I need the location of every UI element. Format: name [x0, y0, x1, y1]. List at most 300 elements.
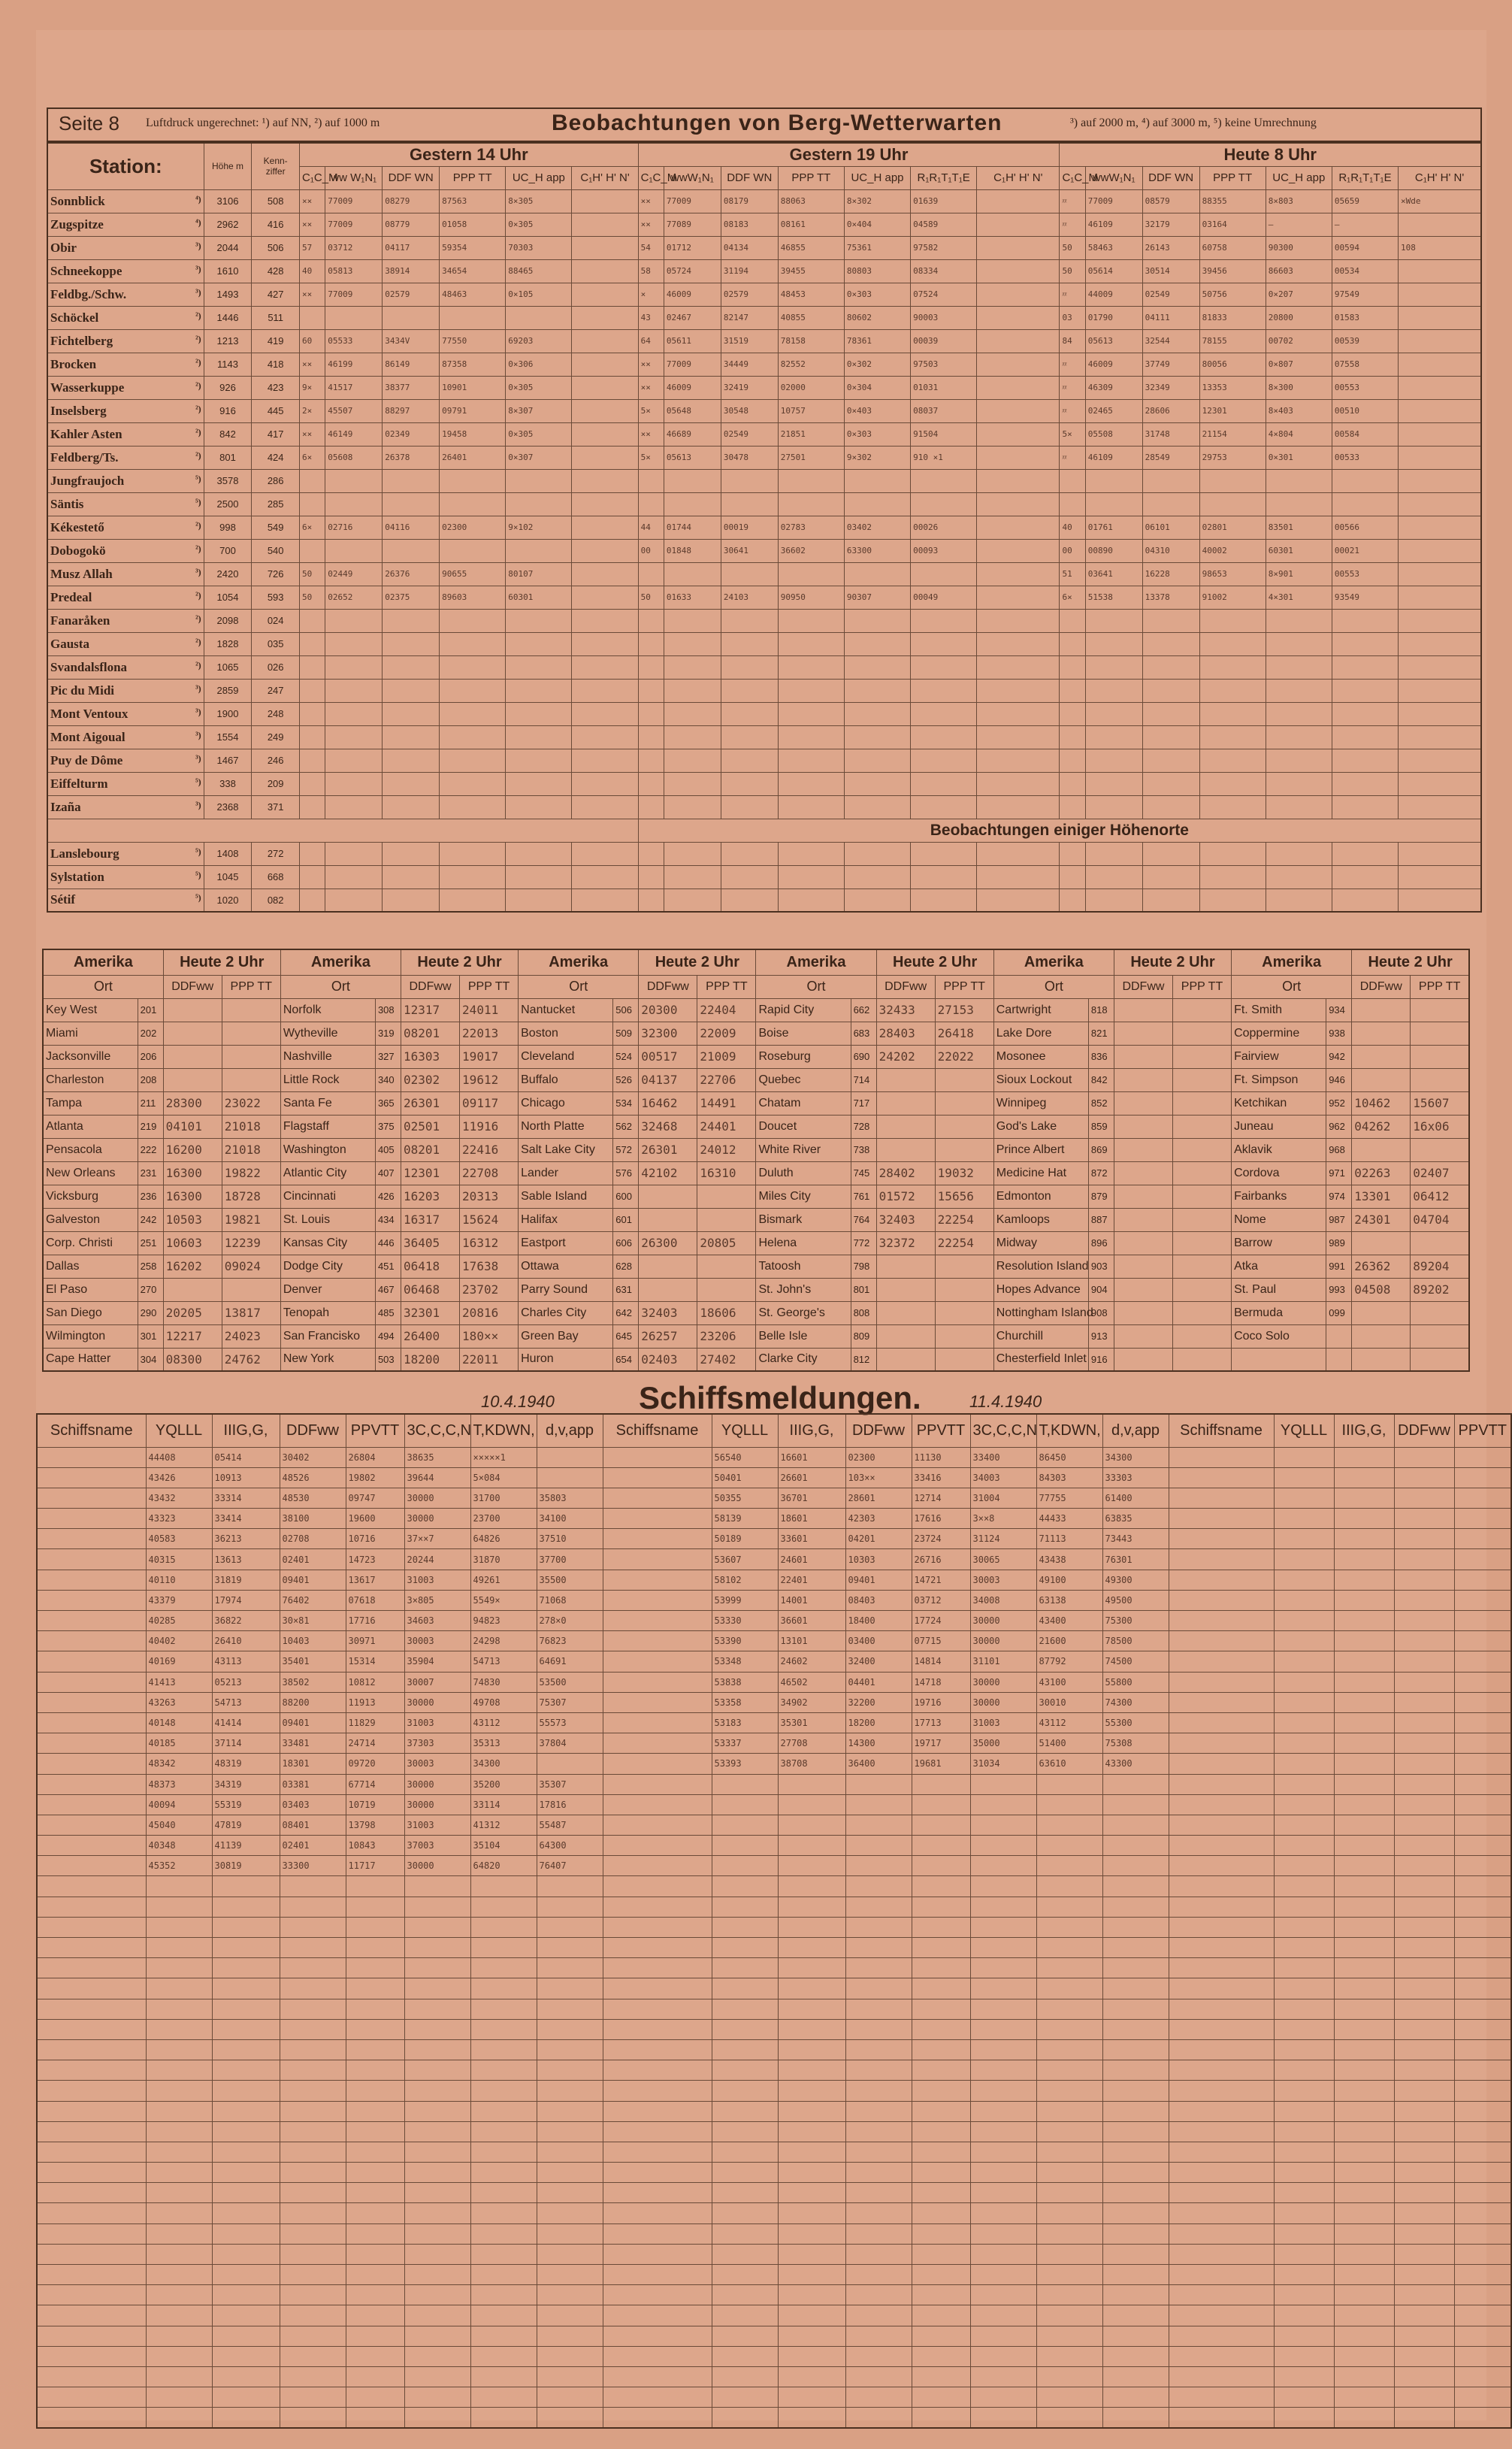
station-value: ×× [638, 353, 664, 376]
station-name: Kékestető [50, 519, 104, 534]
amerika-ppp: 19822 [222, 1161, 280, 1185]
empty-cell [912, 2019, 970, 2039]
station-value [300, 492, 325, 516]
station-value [325, 795, 383, 819]
empty-cell [778, 1856, 845, 1876]
ship-row [37, 2203, 1511, 2223]
ship-value: 53183 [712, 1712, 778, 1733]
empty-cell [280, 2265, 346, 2285]
station-value [911, 795, 977, 819]
amerika-ddf [1352, 1068, 1411, 1091]
station-value [325, 655, 383, 679]
empty-cell [346, 1897, 404, 1917]
amerika-id: 728 [851, 1115, 876, 1138]
ship-value: 14718 [912, 1672, 970, 1692]
station-value: 04111 [1142, 306, 1199, 329]
ship-name-cell [603, 1651, 712, 1672]
station-value: 08037 [911, 399, 977, 422]
empty-cell [1454, 1815, 1511, 1835]
empty-cell [970, 2326, 1036, 2346]
hoehenort-row [47, 888, 1481, 912]
station-value: 01790 [1085, 306, 1142, 329]
station-name: Säntis [50, 496, 84, 511]
station-name: Musz Allah [50, 566, 113, 581]
ship-value: 43112 [1036, 1712, 1102, 1733]
empty-cell [1169, 1488, 1274, 1508]
amerika-ppp [935, 1301, 993, 1324]
station-value: 08779 [383, 213, 440, 236]
empty-cell [712, 2142, 778, 2162]
station-value [572, 213, 638, 236]
ship-header-cell: YQLLL [1274, 1414, 1334, 1447]
ship-value: 04401 [845, 1672, 912, 1692]
empty-cell [1274, 1631, 1334, 1651]
station-value [572, 539, 638, 562]
station-name: Obir [50, 240, 77, 255]
station-value [664, 702, 721, 725]
station-value [977, 329, 1060, 353]
station-value [1332, 702, 1398, 725]
empty-cell [1036, 1856, 1102, 1876]
station-value [300, 749, 325, 772]
amerika-ort: North Platte [519, 1115, 613, 1138]
station-value: 31748 [1142, 422, 1199, 446]
station-value: 00890 [1085, 539, 1142, 562]
station-value [300, 306, 325, 329]
empty-cell [1036, 1958, 1102, 1978]
empty-cell [1454, 1958, 1511, 1978]
empty-cell [1334, 2163, 1394, 2183]
station-value: 02300 [440, 516, 506, 539]
station-value: 05611 [664, 329, 721, 353]
amerika-ddf [1114, 1022, 1172, 1045]
station-value: 04117 [383, 236, 440, 259]
empty-cell [470, 2244, 537, 2264]
amerika-group-label: Amerika [993, 949, 1114, 975]
empty-cell [912, 2183, 970, 2203]
station-value: 32419 [721, 376, 778, 399]
empty-cell [1454, 2060, 1511, 2081]
ship-value: 31819 [212, 1570, 280, 1590]
empty-cell [1454, 2408, 1511, 2428]
ship-value: 35200 [470, 1774, 537, 1794]
empty-cell [146, 2121, 212, 2142]
station-value [1199, 492, 1266, 516]
ship-value: 34902 [778, 1692, 845, 1712]
station-value [383, 772, 440, 795]
station-value [1060, 655, 1085, 679]
date-left: 10.4.1940 [481, 1392, 555, 1411]
ship-value: 38708 [778, 1754, 845, 1774]
station-value: ×× [638, 189, 664, 213]
amerika-ppp: 06412 [1411, 1185, 1469, 1208]
amerika-ort: Hopes Advance [993, 1278, 1088, 1301]
empty-cell [1169, 2081, 1274, 2101]
amerika-id: 236 [138, 1185, 163, 1208]
station-value: 34654 [440, 259, 506, 283]
ship-row [37, 2183, 1511, 2203]
amerika-id: 836 [1088, 1045, 1114, 1068]
station-value [844, 469, 910, 492]
ship-value: 43432 [146, 1488, 212, 1508]
empty-cell [845, 2366, 912, 2387]
amerika-ort: Ft. Simpson [1232, 1068, 1326, 1091]
amerika-ddf [163, 1022, 222, 1045]
amerika-ddf [639, 1255, 697, 1278]
station-value: 90300 [1266, 236, 1332, 259]
station-value [1199, 749, 1266, 772]
amerika-ort: Flagstaff [280, 1115, 375, 1138]
station-value [383, 632, 440, 655]
station-value [664, 772, 721, 795]
amerika-ppp [935, 1324, 993, 1348]
empty-cell [1036, 2326, 1102, 2346]
station-value [1266, 749, 1332, 772]
station-kennziffer: 593 [252, 586, 300, 609]
ship-value: 37510 [537, 1529, 603, 1549]
empty-cell [912, 1815, 970, 1835]
ship-name-cell [603, 1754, 712, 1774]
empty-cell [778, 2060, 845, 2081]
empty-cell [280, 2408, 346, 2428]
station-value: 08183 [721, 213, 778, 236]
station-value [1060, 749, 1085, 772]
empty-cell [537, 1938, 603, 1958]
empty-cell [778, 1836, 845, 1856]
station-name-cell [47, 772, 204, 795]
ship-name-cell [603, 1611, 712, 1631]
station-kennziffer: 286 [252, 469, 300, 492]
empty-cell [470, 1917, 537, 1937]
empty-cell [970, 1774, 1036, 1794]
amerika-group-label: Amerika [280, 949, 401, 975]
empty-cell [212, 1897, 280, 1917]
station-value [325, 539, 383, 562]
sub-header-cell: PPP TT [440, 166, 506, 189]
station-value [638, 492, 664, 516]
station-value [778, 749, 844, 772]
empty-cell [778, 2265, 845, 2285]
station-value: 60758 [1199, 236, 1266, 259]
ship-value: 34300 [1102, 1447, 1169, 1467]
amerika-ddf: 36405 [401, 1231, 459, 1255]
empty-cell [712, 2366, 778, 2387]
empty-cell [1169, 2019, 1274, 2039]
empty-cell [404, 2183, 470, 2203]
station-value: 08334 [911, 259, 977, 283]
ship-value: 48530 [280, 1488, 346, 1508]
ship-value: 10843 [346, 1836, 404, 1856]
station-value: 70303 [506, 236, 572, 259]
empty-cell [146, 2326, 212, 2346]
empty-cell [1274, 2019, 1334, 2039]
empty-cell [470, 2346, 537, 2366]
amerika-ppp: 16312 [460, 1231, 519, 1255]
empty-cell [346, 2265, 404, 2285]
station-value [1199, 632, 1266, 655]
ship-value: 53390 [712, 1631, 778, 1651]
empty-cell [346, 2387, 404, 2408]
amerika-col-ddf: DDFww [401, 975, 459, 998]
ship-value: 13101 [778, 1631, 845, 1651]
station-value [638, 795, 664, 819]
ship-value: 16601 [778, 1447, 845, 1467]
empty-cell [537, 2121, 603, 2142]
ship-value: 75307 [537, 1692, 603, 1712]
empty-cell [638, 888, 664, 912]
ship-name-cell [37, 2408, 146, 2428]
station-value: 64 [638, 329, 664, 353]
empty-cell [1036, 2060, 1102, 2081]
empty-cell [712, 1836, 778, 1856]
station-row [47, 562, 1481, 586]
station-value [721, 725, 778, 749]
amerika-col-ort: Ort [993, 975, 1114, 998]
empty-cell [1334, 1938, 1394, 1958]
ship-value: 43438 [1036, 1549, 1102, 1570]
ship-name-cell [603, 2101, 712, 2121]
station-footnote: ⁵) [195, 473, 201, 484]
station-value [778, 795, 844, 819]
amerika-ort: Duluth [756, 1161, 851, 1185]
empty-cell [1036, 2305, 1102, 2326]
empty-cell [1169, 1794, 1274, 1815]
ship-value: 30000 [404, 1774, 470, 1794]
ship-value: 53999 [712, 1590, 778, 1610]
amerika-ort: Nashville [280, 1045, 375, 1068]
hoehenort-hoehe: 1045 [204, 865, 252, 888]
empty-cell [1454, 1509, 1511, 1529]
empty-cell [1334, 1917, 1394, 1937]
empty-cell [1036, 2019, 1102, 2039]
empty-cell [537, 2203, 603, 2223]
station-value [844, 562, 910, 586]
amerika-ort: Cleveland [519, 1045, 613, 1068]
amerika-id: 916 [1088, 1348, 1114, 1371]
empty-cell [970, 2039, 1036, 2060]
empty-cell [1169, 1999, 1274, 2019]
amerika-id: 201 [138, 998, 163, 1022]
ship-value: 278×0 [537, 1611, 603, 1631]
amerika-ppp [1411, 1068, 1469, 1091]
amerika-id: 869 [1088, 1138, 1114, 1161]
amerika-ort: Salt Lake City [519, 1138, 613, 1161]
amerika-id: 405 [375, 1138, 401, 1161]
sub-header-cell: C₁C_M [300, 166, 325, 189]
hoehenort-row [47, 842, 1481, 865]
amerika-ort: Pensacola [43, 1138, 138, 1161]
empty-cell [912, 2265, 970, 2285]
amerika-ppp: 23022 [222, 1091, 280, 1115]
station-name-cell [47, 446, 204, 469]
empty-cell [1454, 1529, 1511, 1549]
amerika-id: 842 [1088, 1068, 1114, 1091]
amerika-id: 572 [613, 1138, 639, 1161]
station-value: 19458 [440, 422, 506, 446]
ship-row [37, 1692, 1511, 1712]
empty-cell [1102, 1999, 1169, 2019]
empty-cell [212, 2203, 280, 2223]
amerika-id: 645 [613, 1324, 639, 1348]
empty-cell [346, 2203, 404, 2223]
empty-cell [212, 2346, 280, 2366]
station-row [47, 353, 1481, 376]
empty-cell [1334, 1590, 1394, 1610]
station-value: 9× [300, 376, 325, 399]
ship-name-cell [37, 2305, 146, 2326]
amerika-ddf [1352, 1045, 1411, 1068]
empty-cell [470, 2081, 537, 2101]
empty-cell [537, 2305, 603, 2326]
amerika-ppp: 20805 [697, 1231, 756, 1255]
empty-cell [1454, 1447, 1511, 1467]
ship-value: 48526 [280, 1467, 346, 1488]
empty-cell [1334, 1549, 1394, 1570]
station-value [664, 749, 721, 772]
station-row [47, 772, 1481, 795]
station-value [1142, 795, 1199, 819]
ship-value: 34603 [404, 1611, 470, 1631]
station-value: 51538 [1085, 586, 1142, 609]
hoehenort-footnote: ⁵) [195, 846, 201, 857]
empty-cell [346, 2101, 404, 2121]
amerika-row [43, 1115, 1469, 1138]
amerika-id: 798 [851, 1255, 876, 1278]
station-value: 05648 [664, 399, 721, 422]
amerika-ddf: 26300 [639, 1231, 697, 1255]
ship-row [37, 2387, 1511, 2408]
ship-value: 30003 [970, 1570, 1036, 1590]
station-row [47, 586, 1481, 609]
station-name-cell [47, 609, 204, 632]
amerika-ddf: 13301 [1352, 1185, 1411, 1208]
amerika-group-label: Amerika [519, 949, 639, 975]
empty-cell [1394, 2265, 1454, 2285]
empty-cell [1334, 1509, 1394, 1529]
ship-value: 41139 [212, 1836, 280, 1856]
ship-value: 76407 [537, 1856, 603, 1876]
empty-cell [404, 2101, 470, 2121]
empty-cell [212, 1958, 280, 1978]
ship-value: 63835 [1102, 1509, 1169, 1529]
station-kennziffer: 540 [252, 539, 300, 562]
station-value: 88063 [778, 189, 844, 213]
station-hoehe: 916 [204, 399, 252, 422]
ship-value: 30000 [404, 1856, 470, 1876]
ship-value: 09747 [346, 1488, 404, 1508]
empty-cell [212, 2081, 280, 2101]
ship-name-cell [37, 2081, 146, 2101]
station-hoehe: 998 [204, 516, 252, 539]
empty-cell [470, 1938, 537, 1958]
empty-cell [970, 2203, 1036, 2223]
empty-cell [537, 2163, 603, 2183]
station-row [47, 236, 1481, 259]
station-name-cell [47, 469, 204, 492]
empty-cell [1169, 1733, 1274, 1754]
station-value [1142, 702, 1199, 725]
empty-cell [845, 2244, 912, 2264]
station-hoehe: 2368 [204, 795, 252, 819]
ship-row [37, 1815, 1511, 1835]
empty-cell [721, 865, 778, 888]
station-value: 8×300 [1266, 376, 1332, 399]
station-value: 77009 [325, 283, 383, 306]
empty-cell [1334, 1651, 1394, 1672]
empty-cell [845, 1938, 912, 1958]
amerika-row [43, 1231, 1469, 1255]
ship-row [37, 1774, 1511, 1794]
amerika-time-label: Heute 2 Uhr [639, 949, 756, 975]
empty-cell [1102, 2121, 1169, 2142]
amerika-ort: Denver [280, 1278, 375, 1301]
amerika-id: 208 [138, 1068, 163, 1091]
station-hoehe: 700 [204, 539, 252, 562]
station-value [1399, 562, 1481, 586]
empty-cell [1334, 1999, 1394, 2019]
empty-cell [280, 1958, 346, 1978]
ship-value: 49708 [470, 1692, 537, 1712]
empty-cell [778, 2408, 845, 2428]
empty-cell [1060, 888, 1085, 912]
amerika-id: 993 [1326, 1278, 1352, 1301]
amerika-id: 467 [375, 1278, 401, 1301]
ship-value: 11130 [912, 1447, 970, 1467]
station-footnote: ²) [195, 636, 201, 647]
empty-cell [1036, 2142, 1102, 2162]
empty-cell [346, 1938, 404, 1958]
station-value: 2× [300, 399, 325, 422]
station-value [1142, 492, 1199, 516]
amerika-id: 290 [138, 1301, 163, 1324]
amerika-col-ddf: DDFww [876, 975, 935, 998]
station-value [1085, 609, 1142, 632]
ship-name-cell [603, 2183, 712, 2203]
empty-cell [778, 1897, 845, 1917]
station-value [977, 702, 1060, 725]
amerika-ddf [876, 1091, 935, 1115]
empty-cell [912, 2121, 970, 2142]
ship-name-cell [37, 1794, 146, 1815]
station-row [47, 399, 1481, 422]
station-kennziffer: 419 [252, 329, 300, 353]
station-name-cell [47, 795, 204, 819]
amerika-ort: Mosonee [993, 1045, 1088, 1068]
station-kennziffer: 285 [252, 492, 300, 516]
amerika-ort: White River [756, 1138, 851, 1161]
amerika-ddf: 42102 [639, 1161, 697, 1185]
amerika-ppp [222, 1068, 280, 1091]
ship-value: 30402 [280, 1447, 346, 1467]
station-value [638, 632, 664, 655]
empty-cell [778, 842, 844, 865]
station-name: Dobogokö [50, 543, 106, 558]
empty-cell [146, 2366, 212, 2387]
station-value: 04589 [911, 213, 977, 236]
station-value: 13353 [1199, 376, 1266, 399]
empty-cell [146, 2039, 212, 2060]
station-value [1085, 679, 1142, 702]
station-value [977, 795, 1060, 819]
station-value [325, 492, 383, 516]
empty-cell [1036, 2081, 1102, 2101]
ship-value: 58102 [712, 1570, 778, 1590]
amerika-id: 099 [1326, 1301, 1352, 1324]
station-value: 80602 [844, 306, 910, 329]
station-value [778, 702, 844, 725]
ship-header-cell: 3C,C,C,N [404, 1414, 470, 1447]
empty-cell [912, 2285, 970, 2305]
